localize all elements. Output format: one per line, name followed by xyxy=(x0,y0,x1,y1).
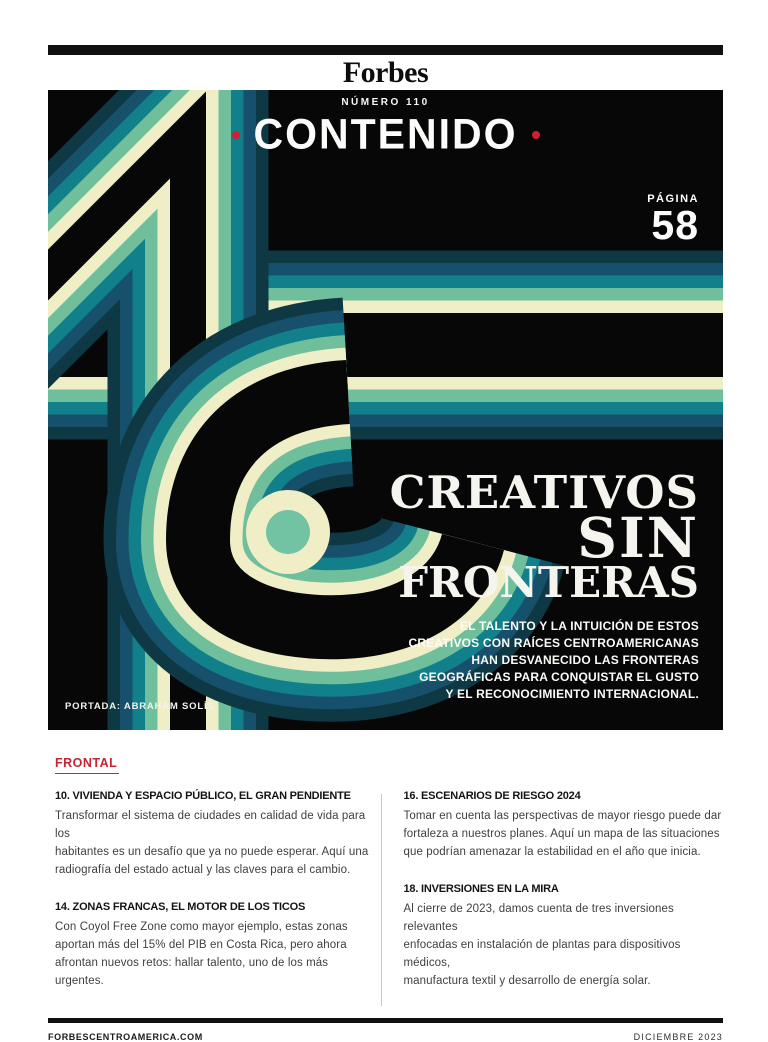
article-title: 14. ZONAS FRANCAS, EL MOTOR DE LOS TICOS xyxy=(55,901,306,913)
article-title: 18. INVERSIONES EN LA MIRA xyxy=(403,883,559,895)
cover-title: CONTENIDO xyxy=(253,109,518,159)
summary-line: afrontan nuevos retos: hallar talento, uno de los más urgentes. xyxy=(55,957,329,987)
footer-website: FORBESCENTROAMERICA.COM xyxy=(48,1032,203,1042)
summary-line: radiografía del estado actual y las claves para el cambio. xyxy=(55,864,351,876)
headline-line: CREATIVOS xyxy=(389,466,699,519)
dek-line: CREATIVOS CON RAÍCES CENTROAMERICANAS xyxy=(408,636,699,650)
summary-line: Tomar en cuenta las perspectivas de mayor riesgo puede dar xyxy=(403,810,722,822)
toc-article xyxy=(55,901,375,990)
toc-article xyxy=(404,790,724,861)
summary-line: Con Coyol Free Zone como mayor ejemplo, estas zonas xyxy=(55,921,348,933)
summary-line: Transformar el sistema de ciudades en calidad de vida para los xyxy=(55,810,366,840)
five-center-dot xyxy=(246,490,330,574)
page-content xyxy=(48,45,723,1042)
toc-article xyxy=(55,790,375,879)
toc-column-right xyxy=(382,790,724,1012)
article-title: 10. VIVIENDA Y ESPACIO PÚBLICO, EL GRAN PENDIENTE xyxy=(55,790,351,802)
article-summary xyxy=(55,918,375,990)
summary-line: Al cierre de 2023, damos cuenta de tres inversiones relevantes xyxy=(403,903,674,933)
headline-line: SIN xyxy=(577,505,699,570)
masthead xyxy=(48,55,723,90)
forbes-logo: Forbes xyxy=(342,55,429,89)
dek-line: GEOGRÁFICAS PARA CONQUISTAR EL GUSTO xyxy=(419,670,699,684)
table-of-contents xyxy=(48,730,723,1012)
cover-credit: PORTADA: ABRAHAM SOLÍS xyxy=(65,701,215,712)
cover-dek xyxy=(408,618,699,703)
dek-line: HAN DESVANECIDO LAS FRONTERAS xyxy=(471,653,699,667)
article-summary xyxy=(55,807,375,879)
toc-column-left xyxy=(48,790,375,1012)
issue-number-label: NÚMERO 110 xyxy=(341,97,430,108)
page-footer xyxy=(48,1032,723,1042)
headline-line: FRONTERAS xyxy=(398,558,699,607)
toc-article xyxy=(404,883,724,990)
top-rule xyxy=(48,45,723,55)
summary-line: aportan más del 15% del PIB en Costa Rica, pero ahora xyxy=(55,939,347,951)
dek-line: EL TALENTO Y LA INTUICIÓN DE ESTOS xyxy=(459,619,699,633)
article-summary xyxy=(404,900,724,990)
dek-line: Y EL RECONOCIMIENTO INTERNACIONAL. xyxy=(445,687,699,701)
article-summary xyxy=(404,807,724,861)
section-label-frontal: FRONTAL xyxy=(55,756,119,774)
page-reference xyxy=(647,193,699,246)
page-label: PÁGINA xyxy=(647,193,699,205)
summary-line: fortaleza a nuestros planes. Aquí un mapa de las situaciones xyxy=(403,828,720,840)
cover-headline xyxy=(389,466,699,607)
bottom-rule xyxy=(48,1018,723,1023)
summary-line: habitantes es un desafío que ya no puede esperar. Aquí una xyxy=(55,846,369,858)
red-dot-left xyxy=(232,131,240,139)
page-number: 58 xyxy=(651,202,699,248)
summary-line: manufactura textil y desarrollo de energía solar. xyxy=(403,975,651,987)
summary-line: que podrían amenazar la estabilidad en el año que inicia. xyxy=(403,846,701,858)
article-title: 16. ESCENARIOS DE RIESGO 2024 xyxy=(403,790,581,802)
red-dot-right xyxy=(532,131,540,139)
cover-art-block xyxy=(48,90,723,730)
footer-issue-date: DICIEMBRE 2023 xyxy=(633,1032,723,1042)
summary-line: enfocadas en instalación de plantas para dispositivos médicos, xyxy=(403,939,681,969)
cover-header xyxy=(48,90,723,158)
